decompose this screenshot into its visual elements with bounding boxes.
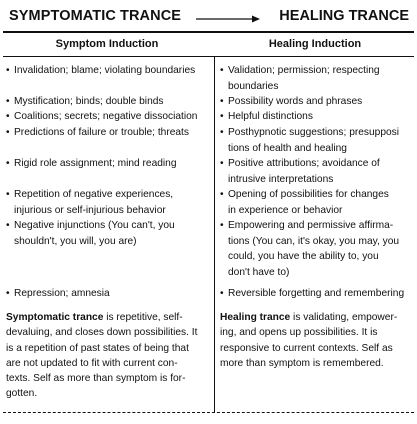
title-symptomatic-trance: SYMPTOMATIC TRANCE <box>9 8 182 24</box>
bullet-icon: • <box>6 158 10 169</box>
bullet-icon: • <box>6 111 10 122</box>
bullet-icon: • <box>220 220 224 231</box>
bullet-icon: • <box>220 158 224 169</box>
bullet-icon: • <box>220 127 224 138</box>
list-item-opening-possibilities: • Opening of possibilities for changes in experience or behavior <box>220 189 389 216</box>
header-rule <box>3 56 414 57</box>
title-healing-trance: HEALING TRANCE <box>279 8 409 24</box>
list-item-repetition: • Repetition of negative experiences, injurious or self-injurious behavior <box>6 189 174 216</box>
list-item-positive-attributions: • Positive attributions; avoidance of intrusive interpretations <box>220 158 380 185</box>
column-header-symptom-induction: Symptom Induction <box>55 38 159 50</box>
list-item-repression: • Repression; amnesia <box>6 286 110 302</box>
column-header-healing-induction: Healing Induction <box>268 38 362 50</box>
list-item-reversible-forgetting: • Reversible forgetting and remembering <box>220 286 404 302</box>
list-item-possibility-words: • Possibility words and phrases <box>220 94 362 110</box>
list-item-negative-injunctions: • Negative injunctions (You can't, you shouldn't, you will, you are) <box>6 220 175 247</box>
bullet-icon: • <box>220 111 224 122</box>
list-item-validation: • Validation; permission; respecting boundaries <box>220 65 380 92</box>
list-item-rigid-role: • Rigid role assignment; mind reading <box>6 156 177 172</box>
healing-trance-summary: Healing trance is validating, empower- ing, and opens up possibilities. It is responsive to current contexts. Self as more than symptom is remembered. <box>220 312 398 369</box>
bullet-icon: • <box>6 189 10 200</box>
bullet-icon: • <box>6 220 10 231</box>
right-arrow-icon <box>196 15 260 23</box>
list-item-posthypnotic: • Posthypnotic suggestions; presupposi tions of health and healing <box>220 127 400 154</box>
list-item-coalitions: • Coalitions; secrets; negative dissociation <box>6 109 197 125</box>
symptomatic-trance-summary: Symptomatic trance is repetitive, self- devaluing, and closes down possibilities. It is a repetition of past states of being that are not updated to fit with current con- texts. Self as more than symptom is for- gotten. <box>6 312 198 400</box>
bullet-icon: • <box>220 288 224 299</box>
title-row <box>0 5 417 29</box>
bullet-icon: • <box>6 65 10 76</box>
bullet-icon: • <box>220 65 224 76</box>
bullet-icon: • <box>6 127 10 138</box>
top-rule <box>3 31 414 33</box>
list-item-invalidation: • Invalidation; blame; violating boundaries <box>6 63 195 79</box>
list-item-helpful-distinctions: • Helpful distinctions <box>220 109 313 125</box>
bullet-icon: • <box>6 96 10 107</box>
list-item-predictions: • Predictions of failure or trouble; threats <box>6 125 189 141</box>
bottom-rule <box>3 412 414 413</box>
bullet-icon: • <box>220 189 224 200</box>
bullet-icon: • <box>6 288 10 299</box>
list-item-empowering: • Empowering and permissive affirma- tions (You can, it's okay, you may, you could, you have the ability to, you don't have to) <box>220 220 400 278</box>
list-item-mystification: • Mystification; binds; double binds <box>6 94 164 110</box>
bullet-icon: • <box>220 96 224 107</box>
column-divider <box>214 56 215 412</box>
